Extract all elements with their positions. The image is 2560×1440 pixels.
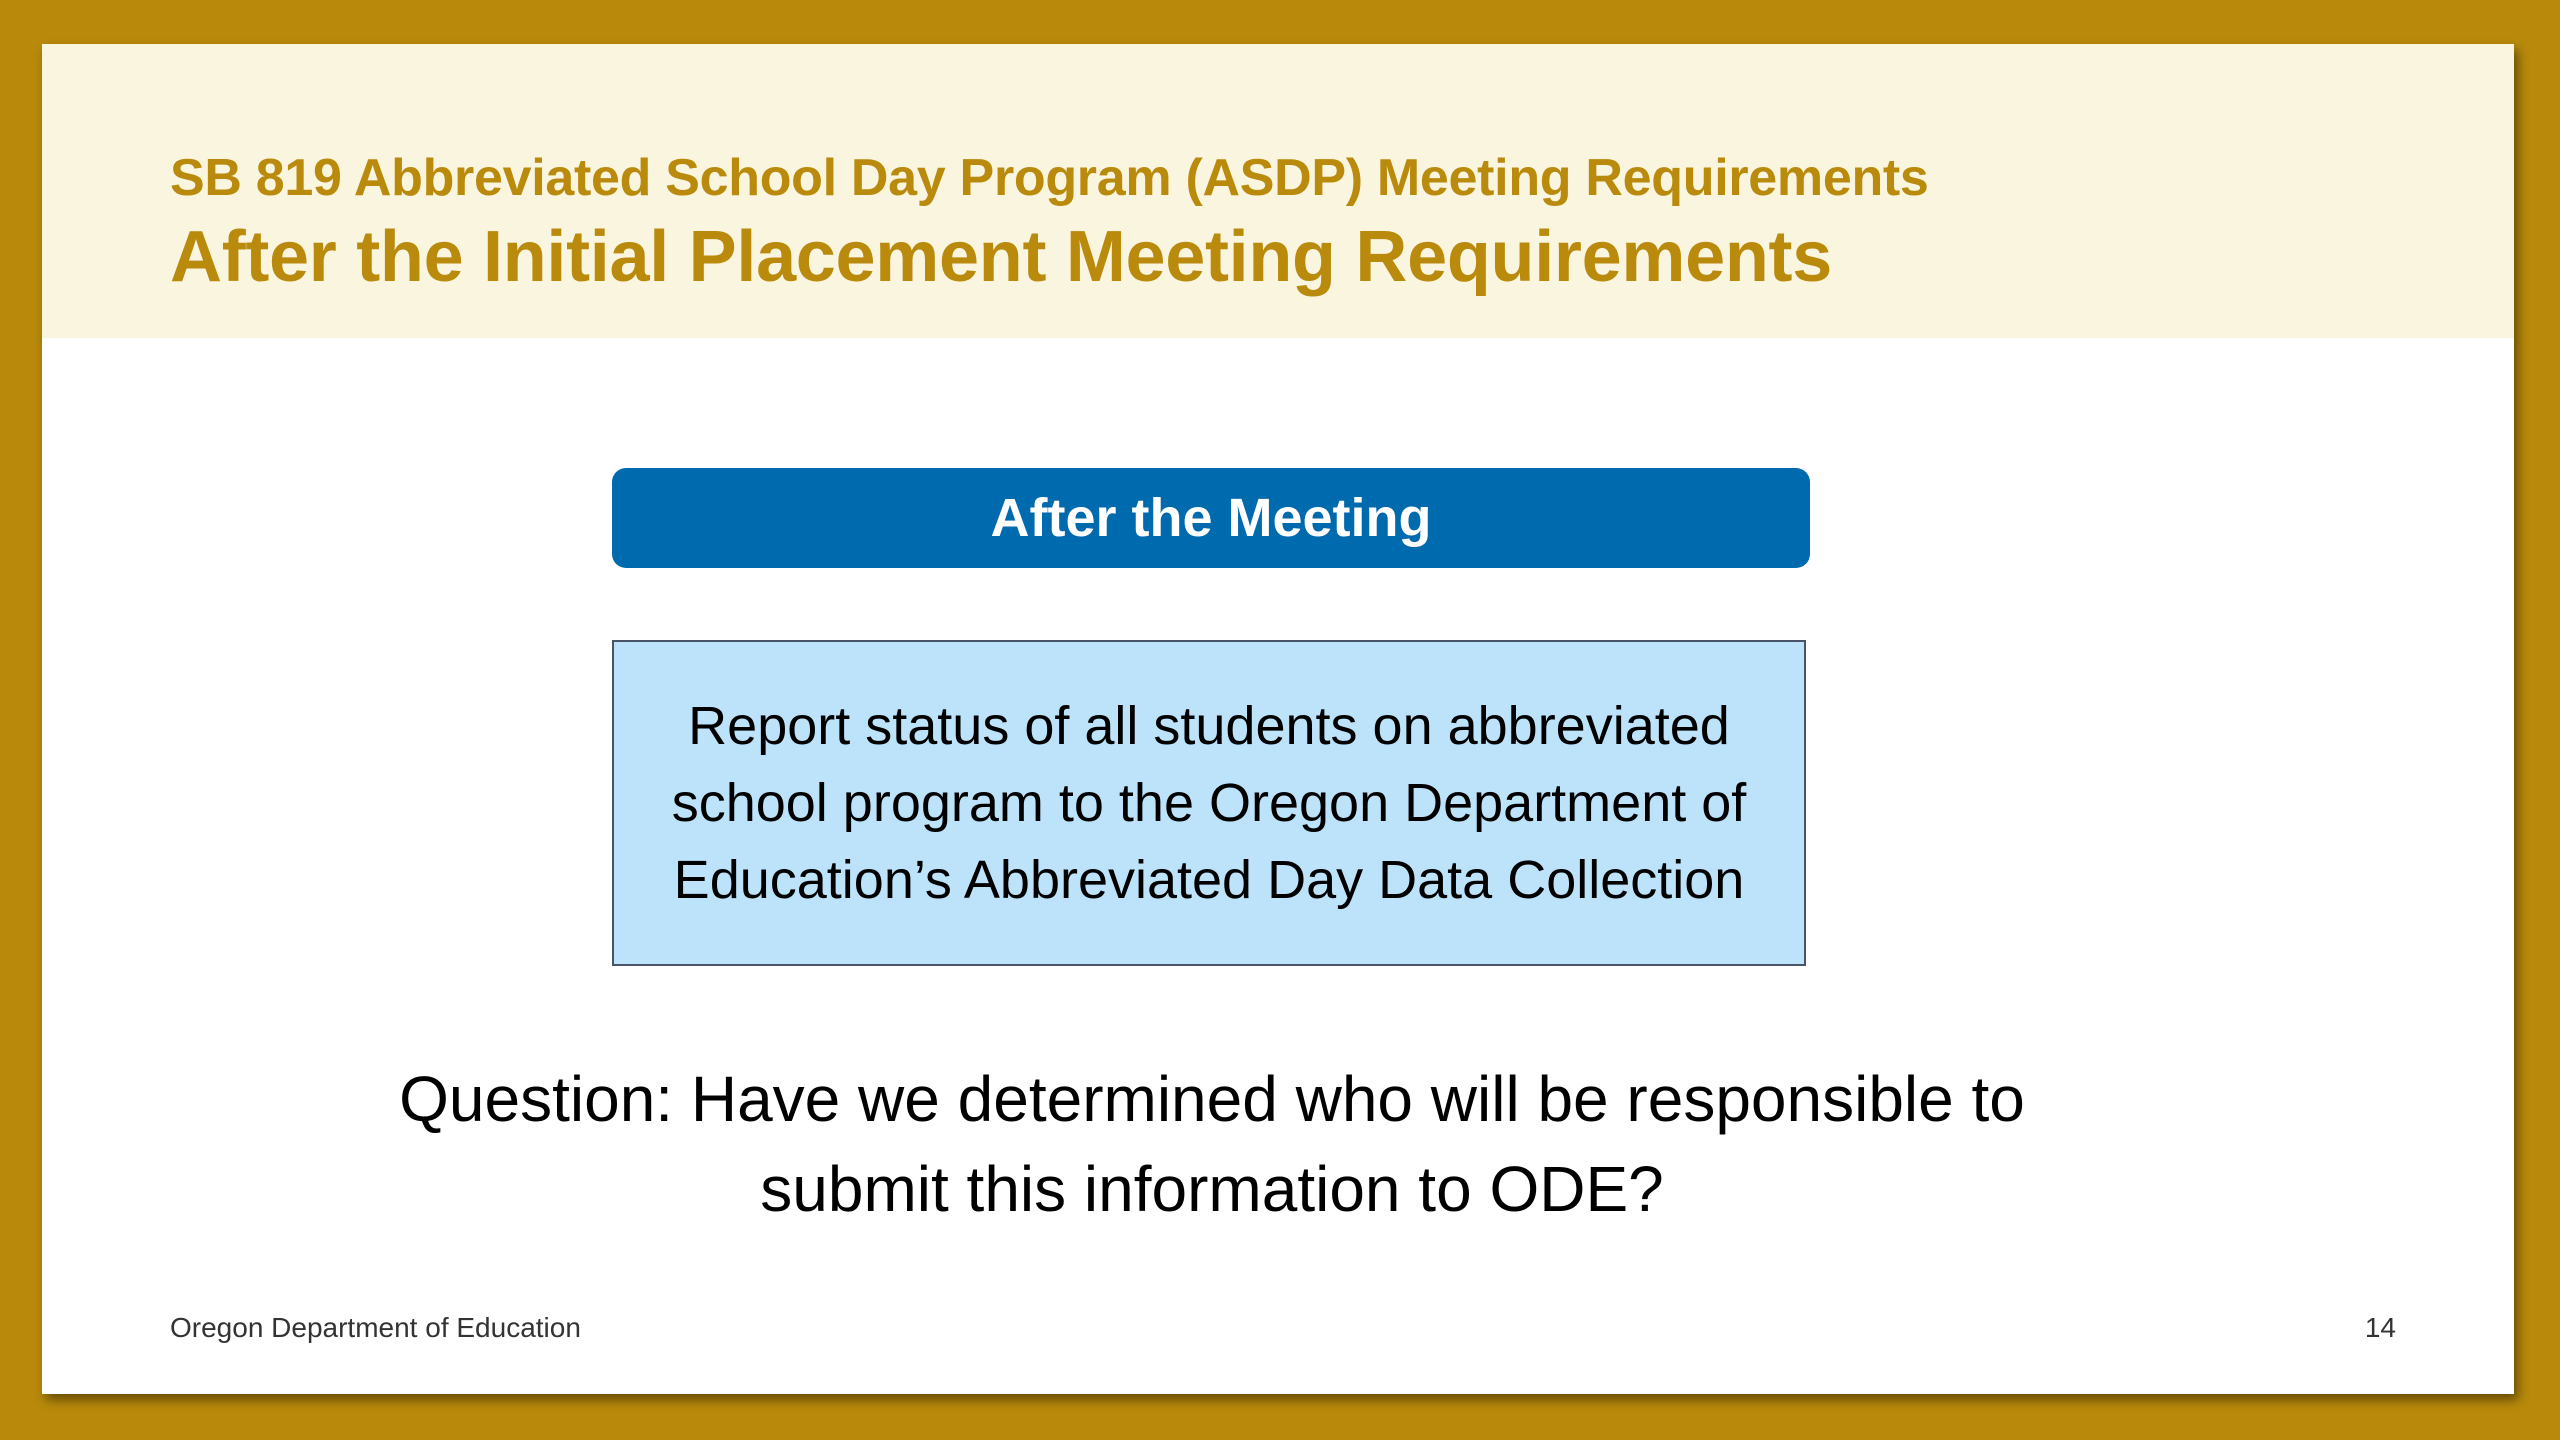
report-status-text: Report status of all students on abbreviated school program to the Oregon Department of Education’s Abbreviated Day Data Collection: [671, 695, 1747, 910]
slide-title: After the Initial Placement Meeting Requirements: [170, 217, 1832, 297]
after-meeting-banner-label: After the Meeting: [990, 488, 1432, 548]
page-number: 14: [2364, 1312, 2396, 1343]
slide-subtitle: SB 819 Abbreviated School Day Program (ASDP) Meeting Requirements: [170, 149, 1929, 207]
question-text: Question: Have we determined who will be responsible to submit this information to ODE?: [399, 1063, 2025, 1225]
header-band: [42, 44, 2514, 338]
footer-organization: Oregon Department of Education: [170, 1312, 581, 1343]
after-meeting-banner: [612, 468, 1810, 568]
report-status-box: [612, 640, 1806, 966]
slide: [42, 44, 2514, 1394]
